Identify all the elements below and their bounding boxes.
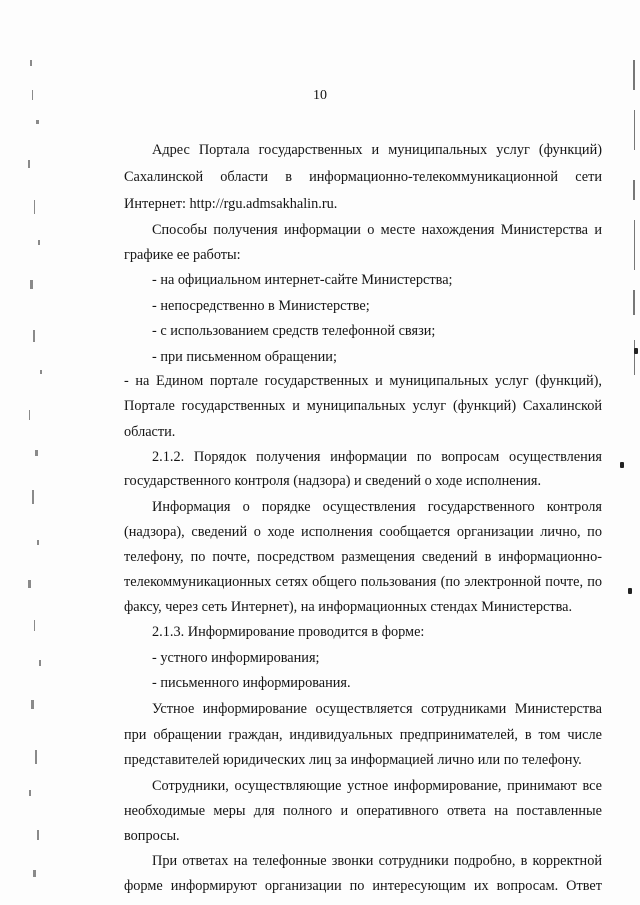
list-item: - с использованием средств телефонной связи;: [152, 323, 436, 339]
text-line: телефону, по почте, посредством размещения сведений в информационно-: [124, 549, 602, 565]
text-line: факсу, через сеть Интернет), на информационных стендах Министерства.: [124, 599, 573, 615]
scan-noise-left: [10, 50, 56, 900]
list-item: - устного информирования;: [152, 650, 320, 666]
scan-mark: [620, 462, 624, 468]
text-line: представителей юридических лиц за информацией лично или по телефону.: [124, 752, 582, 768]
list-item: - непосредственно в Министерстве;: [152, 298, 370, 314]
text-line: Устное информирование осуществляется сотрудниками Министерства: [152, 701, 602, 717]
text-line: вопросы.: [124, 828, 180, 844]
text-line: Сотрудники, осуществляющие устное информирование, принимают все: [152, 778, 602, 794]
text-line: (надзора), сведений о ходе исполнения сообщается организации лично, по: [124, 524, 602, 540]
text-line: государственного контроля (надзора) и сведений о ходе исполнения.: [124, 473, 542, 489]
text-line: телекоммуникационных сетях общего пользования (по электронной почте, по: [124, 574, 602, 590]
text-line: Способы получения информации о месте нахождения Министерства и: [152, 222, 602, 238]
text-line: Адрес Портала государственных и муниципальных услуг (функций): [152, 142, 602, 158]
page-number: 10: [313, 88, 327, 103]
list-item: - письменного информирования.: [152, 675, 351, 691]
text-line: Интернет: http://rgu.admsakhalin.ru.: [124, 196, 338, 212]
text-line: необходимые меры для полного и оперативного ответа на поставленные: [124, 803, 602, 819]
text-line: при обращении граждан, индивидуальных предпринимателей, в том числе: [124, 727, 602, 743]
scan-mark: [634, 348, 638, 354]
list-item: - при письменном обращении;: [152, 349, 337, 365]
text-line: области.: [124, 424, 176, 440]
text-line: Портале государственных и муниципальных услуг (функций) Сахалинской: [124, 398, 602, 414]
text-line: При ответах на телефонные звонки сотрудники подробно, в корректной: [152, 853, 602, 869]
list-item: - на Едином портале государственных и муниципальных услуг (функций),: [124, 373, 602, 389]
section-heading: 2.1.3. Информирование проводится в форме:: [152, 624, 425, 640]
list-item: - на официальном интернет-сайте Министерства;: [152, 272, 453, 288]
text-line: Информация о порядке осуществления государственного контроля: [152, 499, 602, 515]
text-line: Сахалинской области в информационно-телекоммуникационной сети: [124, 169, 602, 185]
scan-mark: [628, 588, 632, 594]
text-line: форме информируют организации по интересующим их вопросам. Ответ: [124, 878, 602, 894]
section-heading: 2.1.2. Порядок получения информации по вопросам осуществления: [152, 449, 602, 465]
text-line: графике ее работы:: [124, 247, 241, 263]
